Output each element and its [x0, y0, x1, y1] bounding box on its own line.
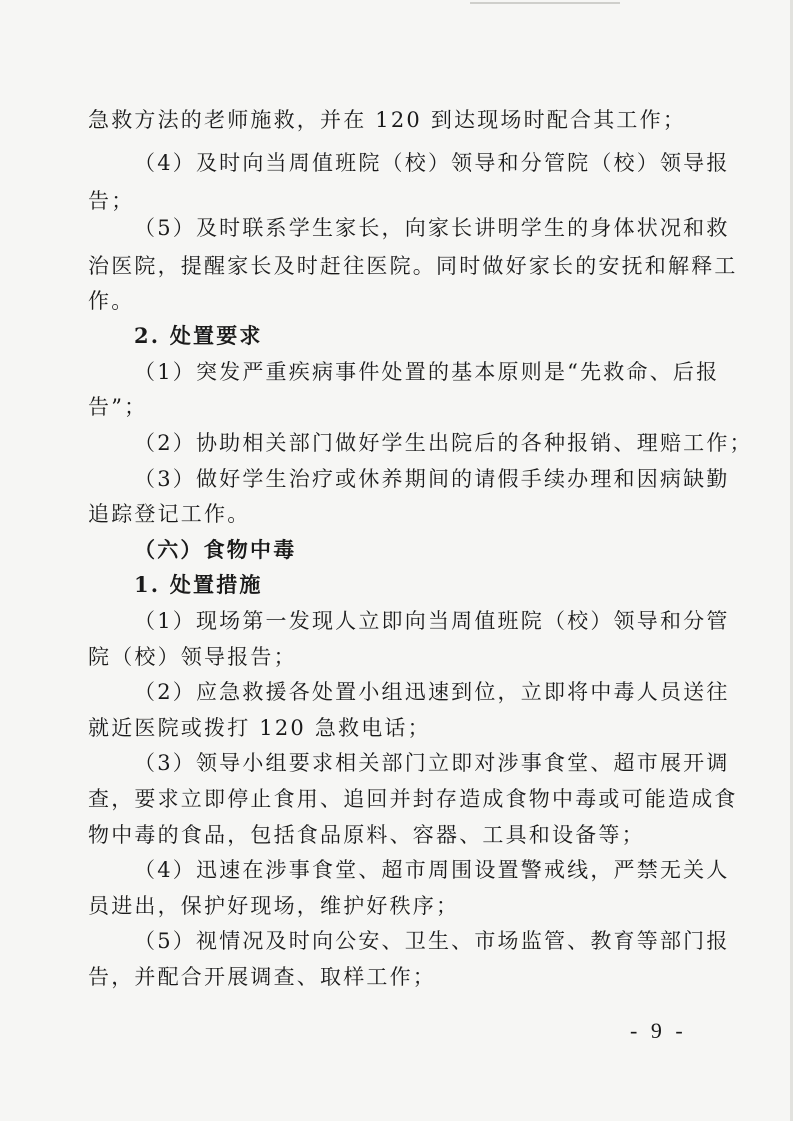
page-number: - 9 - — [630, 1018, 687, 1043]
text-line: 告”； — [88, 395, 148, 419]
text-line: （4）迅速在涉事食堂、超市周围设置警戒线，严禁无关人 — [134, 858, 730, 882]
text-line: （1）现场第一发现人立即向当周值班院（校）领导和分管 — [134, 609, 730, 633]
text-line: 治医院，提醒家长及时赶往医院。同时做好家长的安抚和解释工 — [88, 254, 738, 278]
section-heading: 1. 处置措施 — [134, 572, 263, 597]
text-line: 追踪登记工作。 — [88, 502, 251, 526]
text-line: 作。 — [88, 289, 135, 313]
text-line: 急救方法的老师施救，并在 120 到达现场时配合其工作； — [88, 108, 687, 132]
text-line: （2）应急救援各处置小组迅速到位，立即将中毒人员送往 — [134, 680, 730, 704]
text-line: （5）及时联系学生家长，向家长讲明学生的身体状况和救 — [134, 216, 730, 240]
text-line: （5）视情况及时向公安、卫生、市场监管、教育等部门报 — [134, 929, 730, 953]
text-line: 院（校）领导报告； — [88, 645, 297, 669]
scan-artifact — [470, 2, 620, 4]
text-line: （3）做好学生治疗或休养期间的请假手续办理和因病缺勤 — [134, 467, 730, 491]
text-line: （3）领导小组要求相关部门立即对涉事食堂、超市展开调 — [134, 751, 730, 775]
text-line: 员进出，保护好现场，维护好秩序； — [88, 894, 460, 918]
section-heading: 2. 处置要求 — [134, 323, 263, 348]
text-line: 查，要求立即停止食用、追回并封存造成食物中毒或可能造成食 — [88, 787, 738, 811]
text-line: 告； — [88, 189, 135, 213]
text-line: （1）突发严重疾病事件处置的基本原则是“先救命、后报 — [134, 360, 720, 384]
text-line: 物中毒的食品，包括食品原料、容器、工具和设备等； — [88, 823, 645, 847]
text-line: （4）及时向当周值班院（校）领导和分管院（校）领导报 — [134, 151, 730, 175]
text-line: （2）协助相关部门做好学生出院后的各种报销、理赔工作； — [134, 431, 753, 455]
text-line: 就近医院或拨打 120 急救电话； — [88, 716, 431, 740]
text-line: 告，并配合开展调查、取样工作； — [88, 965, 436, 989]
section-heading: （六）食物中毒 — [134, 537, 297, 562]
